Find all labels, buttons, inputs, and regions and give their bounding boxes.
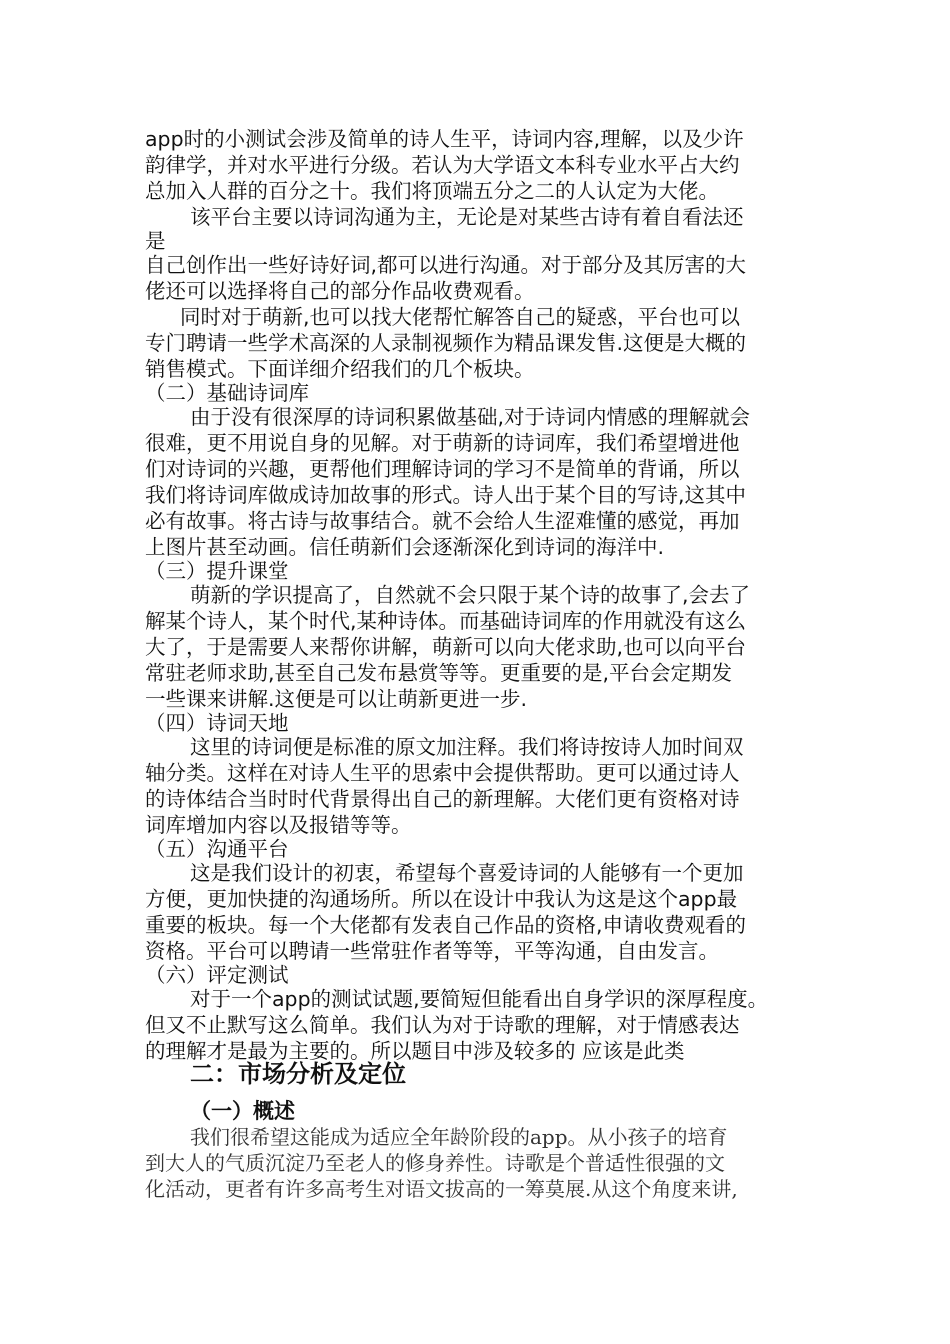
section-heading: （三）提升课堂 [145, 559, 289, 583]
chapter-heading: 二：市场分析及定位 [190, 1060, 406, 1088]
body-line: 很难，更不用说自身的见解。对于萌新的诗词库，我们希望增进他 [145, 431, 740, 455]
body-line: 轴分类。这样在对诗人生平的思索中会提供帮助。更可以通过诗人 [145, 761, 740, 785]
body-line: 由于没有很深厚的诗词积累做基础,对于诗词内情感的理解就会 [190, 405, 751, 429]
body-line: 自己创作出一些好诗好词,都可以进行沟通。对于部分及其厉害的大 [145, 253, 747, 277]
section-heading: （二）基础诗词库 [145, 381, 309, 405]
body-line: 总加入人群的百分之十。我们将顶端五分之二的人认定为大佬。 [145, 179, 719, 203]
body-line: 们对诗词的兴趣，更帮他们理解诗词的学习不是简单的背诵，所以 [145, 457, 740, 481]
body-line: 词库增加内容以及报错等等。 [145, 813, 412, 837]
body-line: 必有故事。将古诗与故事结合。就不会给人生涩难懂的感觉，再加 [145, 509, 740, 533]
body-line: 到大人的气质沉淀乃至老人的修身养性。诗歌是个普适性很强的文 [145, 1151, 725, 1175]
body-line: 一些课来讲解.这便是可以让萌新更进一步. [145, 687, 528, 711]
body-line: 销售模式。下面详细介绍我们的几个板块。 [145, 357, 535, 381]
body-line: 专门聘请一些学术高深的人录制视频作为精品课发售.这便是大概的 [145, 331, 747, 355]
section-heading: （四）诗词天地 [145, 711, 289, 735]
body-line: 这是我们设计的初衷，希望每个喜爱诗词的人能够有一个更加 [190, 861, 744, 885]
body-line: 解某个诗人，某个时代,某种诗体。而基础诗词库的作用就没有这么 [145, 609, 747, 633]
body-line: app时的小测试会涉及简单的诗人生平，诗词内容,理解，以及少许 [145, 127, 744, 151]
body-line: 的理解才是最为主要的。所以题目中涉及较多的 应该是此类 [145, 1039, 685, 1063]
body-line: 化活动，更者有许多高考生对语文拔高的一筹莫展.从这个角度来讲, [145, 1177, 738, 1201]
body-line: 常驻老师求助,甚至自己发布悬赏等等。更重要的是,平台会定期发 [145, 661, 733, 685]
body-line: 萌新的学识提高了，自然就不会只限于某个诗的故事了,会去了 [190, 583, 751, 607]
body-line: 该平台主要以诗词沟通为主，无论是对某些古诗有着自看法还 [190, 205, 744, 229]
body-line: 资格。平台可以聘请一些常驻作者等等，平等沟通，自由发言。 [145, 939, 719, 963]
body-line: 方便，更加快捷的沟通场所。所以在设计中我认为这是这个app最 [145, 887, 738, 911]
body-line: 我们将诗词库做成诗加故事的形式。诗人出于某个目的写诗,这其中 [145, 483, 747, 507]
body-line: 但又不止默写这么简单。我们认为对于诗歌的理解，对于情感表达 [145, 1013, 740, 1037]
body-line: 大了，于是需要人来帮你讲解，萌新可以向大佬求助,也可以向平台 [145, 635, 747, 659]
body-line: 我们很希望这能成为适应全年龄阶段的app。从小孩子的培育 [190, 1125, 728, 1149]
body-line: 同时对于萌新,也可以找大佬帮忙解答自己的疑惑，平台也可以 [180, 305, 741, 329]
body-line: 对于一个app的测试试题,要简短但能看出自身学识的深厚程度。 [190, 987, 769, 1011]
body-line: 的诗体结合当时时代背景得出自己的新理解。大佬们更有资格对诗 [145, 787, 740, 811]
body-line: 这里的诗词便是标准的原文加注释。我们将诗按诗人加时间双 [190, 735, 744, 759]
section-heading: （五）沟通平台 [145, 837, 289, 861]
body-line: 是 [145, 229, 166, 253]
body-line: 佬还可以选择将自己的部分作品收费观看。 [145, 279, 535, 303]
body-line: 上图片甚至动画。信任萌新们会逐渐深化到诗词的海洋中. [145, 535, 665, 559]
subsection-heading: （一）概述 [190, 1099, 295, 1123]
body-line: 重要的板块。每一个大佬都有发表自己作品的资格,申请收费观看的 [145, 913, 747, 937]
body-line: 韵律学，并对水平进行分级。若认为大学语文本科专业水平占大约 [145, 153, 740, 177]
section-heading: （六）评定测试 [145, 963, 289, 987]
